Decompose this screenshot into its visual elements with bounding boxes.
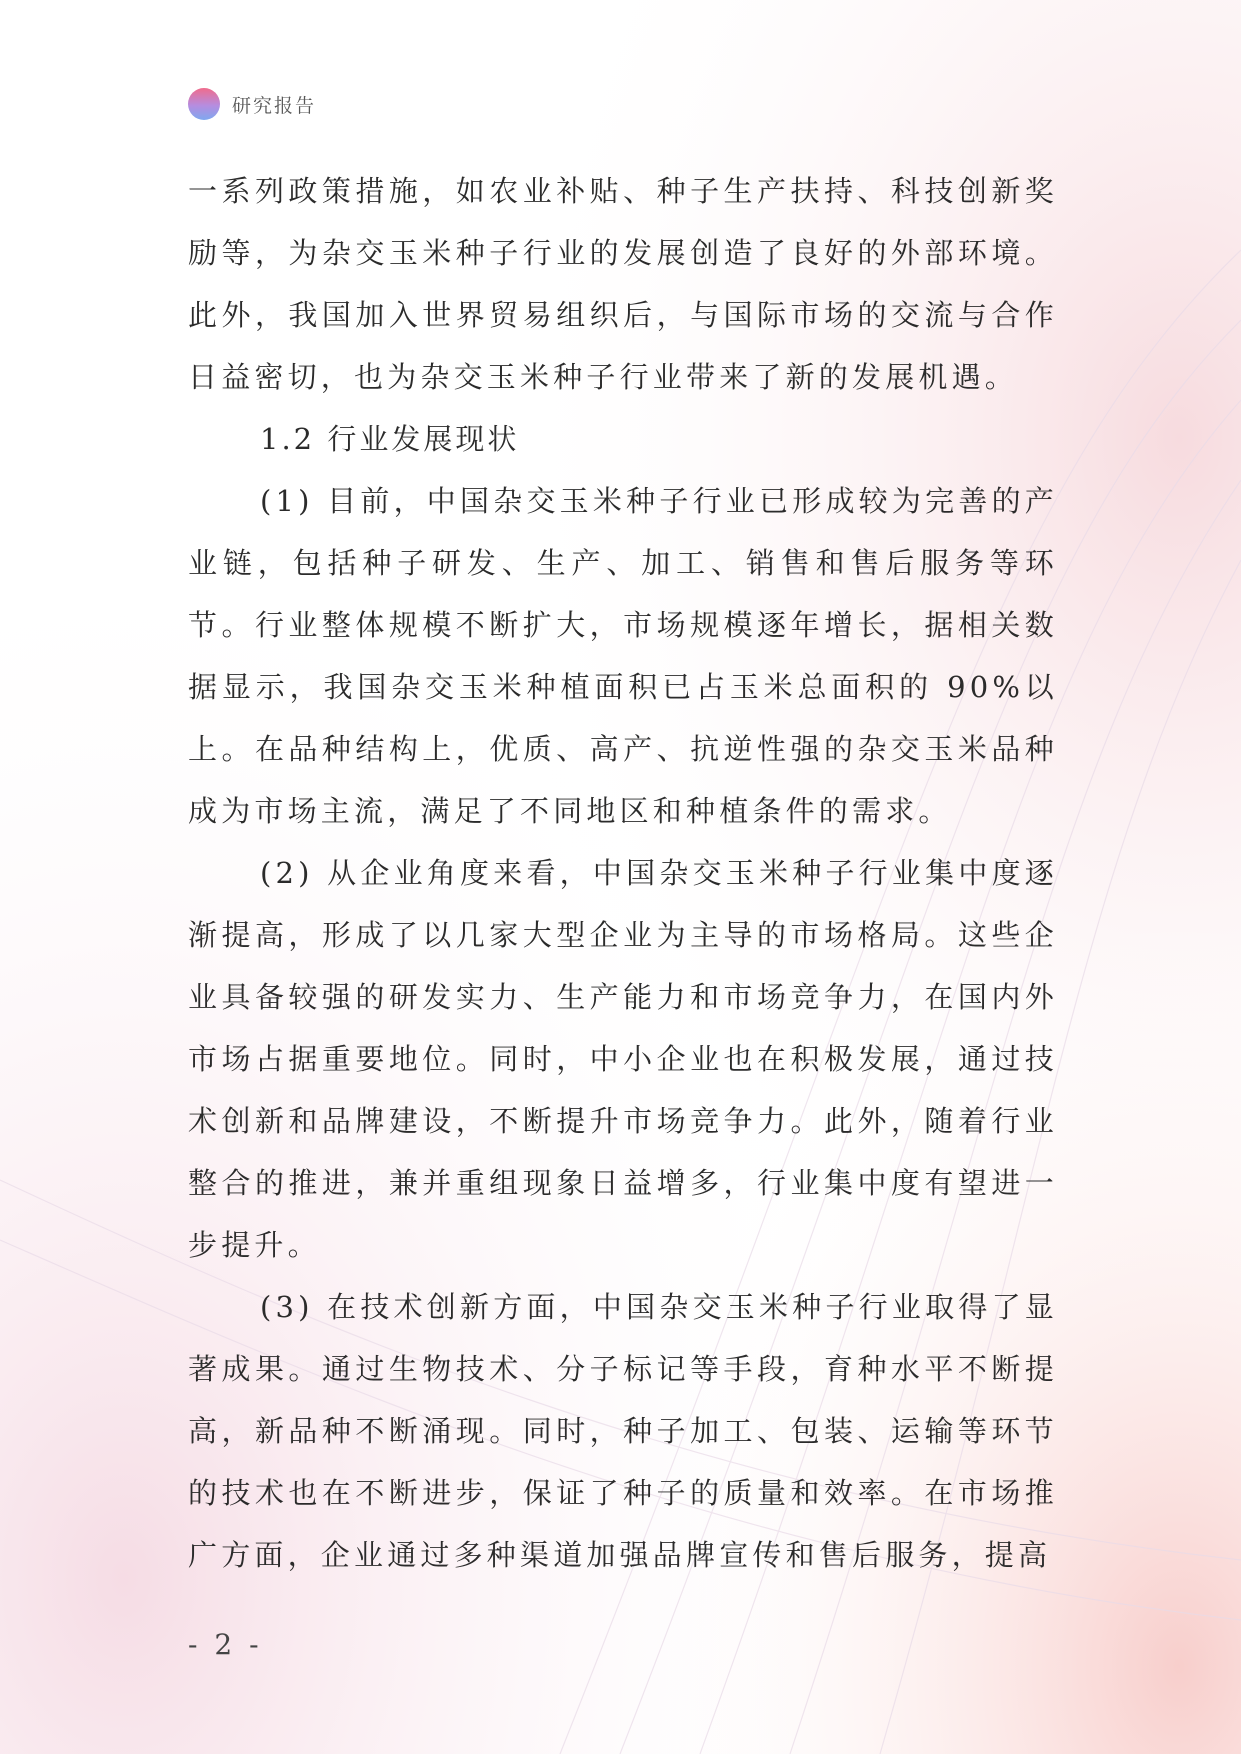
page-number: - 2 - [188, 1628, 263, 1661]
logo-icon [188, 88, 220, 120]
paragraph-1: (1) 目前，中国杂交玉米种子行业已形成较为完善的产业链，包括种子研发、生产、加工、销售和售后服务等环节。行业整体规模不断扩大，市场规模逐年增长，据相关数据显示，我国杂交玉米种植面积已占玉米总面积的 90%以上。在品种结构上，优质、高产、抗逆性强的杂交玉米品种成为市场主流，满足了不同地区和种植条件的需求。 [188, 484, 1058, 828]
paragraph-intro: 一系列政策措施，如农业补贴、种子生产扶持、科技创新奖励等，为杂交玉米种子行业的发展创造了良好的外部环境。此外，我国加入世界贸易组织后，与国际市场的交流与合作日益密切，也为杂交玉米种子行业带来了新的发展机遇。 [188, 174, 1058, 394]
section-heading: 1.2 行业发展现状 [260, 422, 520, 456]
report-header [188, 88, 316, 120]
header-title: 研究报告 [232, 94, 317, 117]
paragraph-3: (3) 在技术创新方面，中国杂交玉米种子行业取得了显著成果。通过生物技术、分子标记等手段，育种水平不断提高，新品种不断涌现。同时，种子加工、包装、运输等环节的技术也在不断进步，保证了种子的质量和效率。在市场推广方面，企业通过多种渠道加强品牌宣传和售后服务，提高 [188, 1290, 1058, 1572]
paragraph-2: (2) 从企业角度来看，中国杂交玉米种子行业集中度逐渐提高，形成了以几家大型企业为主导的市场格局。这些企业具备较强的研发实力、生产能力和市场竞争力，在国内外市场占据重要地位。同时，中小企业也在积极发展，通过技术创新和品牌建设，不断提升市场竞争力。此外，随着行业整合的推进，兼并重组现象日益增多，行业集中度有望进一步提升。 [188, 856, 1058, 1262]
document-body [188, 160, 1058, 1586]
